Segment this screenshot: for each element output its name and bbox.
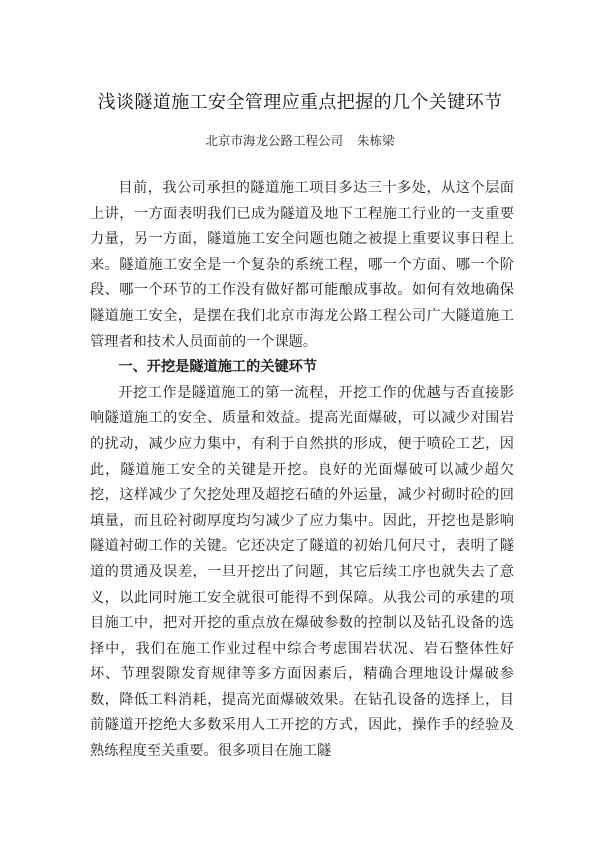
section-paragraph: 开挖工作是隧道施工的第一流程，开挖工作的优越与否直接影响隧道施工的安全、质量和效益。提高光面爆破，可以减少对围岩的扰动，减少应力集中，有利于自然拱的形成，便于喷砼工艺，因此，隧道施工安全的关键是开挖。良好的光面爆破可以减少超欠挖，这样减少了欠挖处理及超挖石碴的外运量，减少衬砌时砼的回填量，而且砼衬砌厚度均匀减少了应力集中。因此，开挖也是影响隧道衬砌工作的关键。它还决定了隧道的初始几何尺寸，表明了隧道的贯通及误差，一旦开挖出了问题，其它后续工序也就失去了意义，以此同时施工安全就很可能得不到保障。从我公司的承建的项目施工中，把对开挖的重点放在爆破参数的控制以及钻孔设备的选择中，我们在施工作业过程中综合考虑围岩状况、岩石整体性好坏、节理裂隙发育规律等多方面因素后，精确合理地设计爆破参数，降低工料消耗，提高光面爆破效果。在钻孔设备的选择上，目前隧道开挖绝大多数采用人工开挖的方式，因此，操作手的经验及熟练程度至关重要。很多项目在施工隧 (90, 384, 514, 760)
document-title: 浅谈隧道施工安全管理应重点把握的几个关键环节 (97, 92, 503, 113)
section-heading: 一、开挖是隧道施工的关键环节 (118, 359, 318, 376)
document-body (90, 176, 514, 765)
intro-paragraph: 目前，我公司承担的隧道施工项目多达三十多处，从这个层面上讲，一方面表明我们已成为隧道及地下工程施工行业的一支重要力量，另一方面，隧道施工安全问题也随之被提上重要议事日程上来。隧道施工安全是一个复杂的系统工程，哪一个方面、哪一个阶段、哪一个环节的工作没有做好都可能酿成事故。如何有效地确保隧道施工安全，是摆在我们北京市海龙公路工程公司广大隧道施工管理者和技术人员面前的一个课题。 (90, 180, 514, 350)
author-organization: 北京市海龙公路工程公司 (205, 133, 343, 148)
byline (0, 131, 600, 149)
author-name: 朱栋梁 (357, 133, 395, 148)
